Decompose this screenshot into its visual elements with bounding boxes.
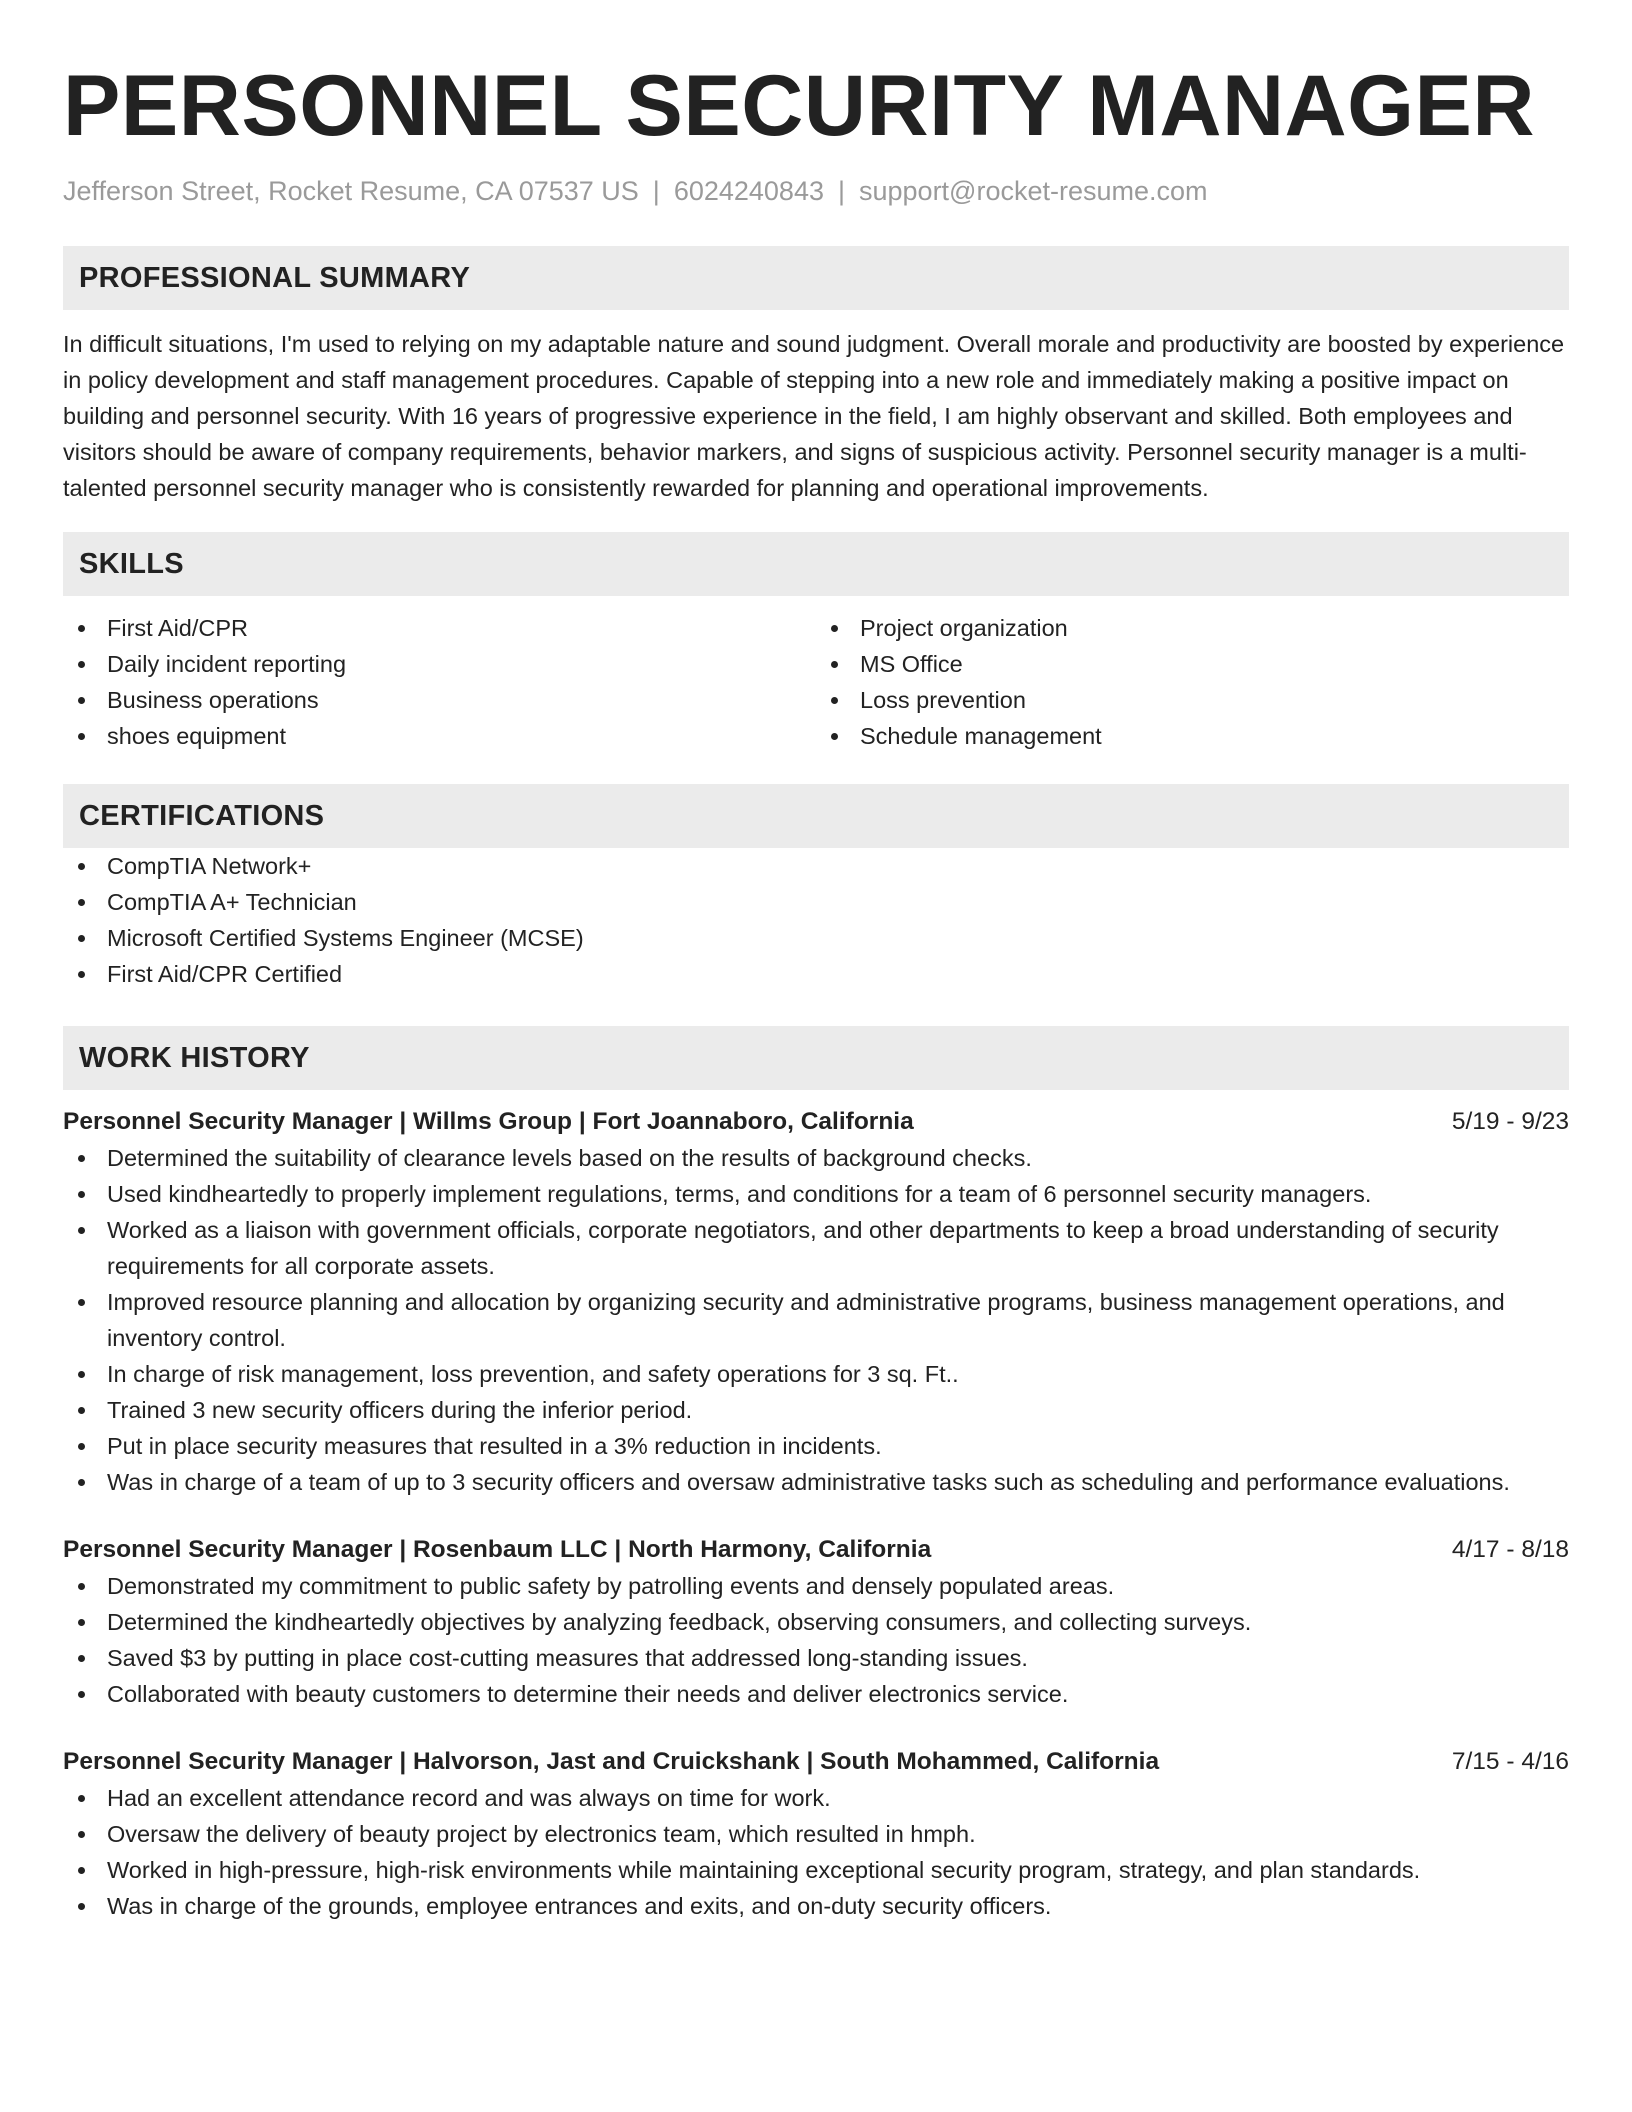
job-bullet-text: Used kindheartedly to properly implement regulations, terms, and conditions for a team of 6 personnel security managers.	[107, 1181, 1372, 1207]
list-item	[816, 718, 1569, 754]
contact-line	[63, 174, 1569, 208]
bullet-icon	[78, 1903, 85, 1910]
certification-label: First Aid/CPR Certified	[107, 961, 343, 987]
bullet-icon	[831, 733, 838, 740]
job-bullet-text: Oversaw the delivery of beauty project by electronics team, which resulted in hmph.	[107, 1821, 976, 1847]
list-item	[63, 1212, 1569, 1284]
job-bullet-text: Determined the suitability of clearance levels based on the results of background checks.	[107, 1145, 1032, 1171]
section-title: SKILLS	[79, 547, 184, 580]
summary-text: In difficult situations, I'm used to relying on my adaptable nature and sound judgment. Overall morale and productivity are boosted by experience in policy development and staff management procedures. Capable of stepping into a new role and immediately making a positive impact on building and personnel security. With 16 years of progressive experience in the field, I am highly observant and skilled. Both employees and visitors should be aware of company requirements, behavior markers, and signs of suspicious activity. Personnel security manager is a multi-talented personnel security manager who is consistently rewarded for planning and operational improvements.	[63, 331, 1565, 501]
list-item	[63, 646, 816, 682]
list-item	[63, 1604, 1569, 1640]
certification-label: CompTIA A+ Technician	[107, 889, 357, 915]
list-item	[63, 610, 816, 646]
bullet-icon	[78, 899, 85, 906]
list-item	[63, 1640, 1569, 1676]
job-bullet-text: Had an excellent attendance record and was always on time for work.	[107, 1785, 831, 1811]
list-item	[63, 1568, 1569, 1604]
list-item	[63, 1356, 1569, 1392]
section-title: PROFESSIONAL SUMMARY	[79, 261, 471, 294]
job-bullet-text: Was in charge of the grounds, employee entrances and exits, and on-duty security officers.	[107, 1893, 1052, 1919]
bullet-icon	[78, 1299, 85, 1306]
bullet-icon	[78, 1795, 85, 1802]
section-title: CERTIFICATIONS	[79, 799, 325, 832]
certifications-section	[63, 784, 1569, 992]
list-item	[63, 1676, 1569, 1712]
bullet-icon	[78, 863, 85, 870]
certification-label: CompTIA Network+	[107, 853, 312, 879]
list-item	[816, 610, 1569, 646]
list-item	[63, 1176, 1569, 1212]
list-item	[63, 1816, 1569, 1852]
skill-label: First Aid/CPR	[107, 615, 249, 641]
bullet-icon	[78, 1443, 85, 1450]
job-header	[63, 1744, 1569, 1780]
section-header	[63, 1026, 1569, 1090]
job-header	[63, 1104, 1569, 1140]
job-heading: Personnel Security Manager | Halvorson, Jast and Cruickshank | South Mohammed, California	[63, 1748, 1160, 1775]
list-item	[63, 956, 1569, 992]
contact-email: support@rocket-resume.com	[859, 176, 1208, 206]
job-entry	[63, 1532, 1569, 1712]
skills-section	[63, 532, 1569, 754]
job-heading: Personnel Security Manager | Rosenbaum LLC | North Harmony, California	[63, 1536, 932, 1563]
job-bullet-text: Worked in high-pressure, high-risk environments while maintaining exceptional security program, strategy, and plan standards.	[107, 1857, 1421, 1883]
list-item	[63, 1284, 1569, 1356]
skill-label: Loss prevention	[860, 687, 1026, 713]
certification-label: Microsoft Certified Systems Engineer (MCSE)	[107, 925, 584, 951]
list-item	[63, 1780, 1569, 1816]
bullet-icon	[78, 971, 85, 978]
bullet-icon	[78, 1155, 85, 1162]
job-bullet-text: Worked as a liaison with government officials, corporate negotiators, and other departments to keep a broad understanding of security requirements for all corporate assets.	[107, 1217, 1499, 1279]
bullet-icon	[78, 733, 85, 740]
list-item	[63, 848, 1569, 884]
job-header	[63, 1532, 1569, 1568]
bullet-icon	[78, 1371, 85, 1378]
job-bullet-text: Demonstrated my commitment to public safety by patrolling events and densely populated areas.	[107, 1573, 1115, 1599]
skill-label: Project organization	[860, 615, 1068, 641]
list-item	[63, 1888, 1569, 1924]
list-item	[63, 1428, 1569, 1464]
job-heading: Personnel Security Manager | Willms Group | Fort Joannaboro, California	[63, 1108, 914, 1135]
job-bullet-text: In charge of risk management, loss prevention, and safety operations for 3 sq. Ft..	[107, 1361, 959, 1387]
list-item	[816, 646, 1569, 682]
summary-section	[63, 246, 1569, 506]
bullet-icon	[78, 1583, 85, 1590]
job-bullets	[63, 1568, 1569, 1712]
section-title: WORK HISTORY	[79, 1041, 310, 1074]
job-bullet-text: Improved resource planning and allocation by organizing security and administrative programs, business management operations, and inventory control.	[107, 1289, 1505, 1351]
bullet-icon	[78, 625, 85, 632]
contact-address: Jefferson Street, Rocket Resume, CA 07537 US	[63, 176, 639, 206]
list-item	[63, 884, 1569, 920]
job-bullet-text: Put in place security measures that resulted in a 3% reduction in incidents.	[107, 1433, 882, 1459]
list-item	[63, 1852, 1569, 1888]
job-entry	[63, 1744, 1569, 1924]
job-bullet-text: Collaborated with beauty customers to determine their needs and deliver electronics service.	[107, 1681, 1069, 1707]
bullet-icon	[78, 661, 85, 668]
contact-separator: |	[652, 176, 660, 206]
list-item	[63, 682, 816, 718]
skills-column-left	[63, 610, 816, 754]
bullet-icon	[78, 1831, 85, 1838]
bullet-icon	[78, 1191, 85, 1198]
skill-label: Schedule management	[860, 723, 1102, 749]
list-item	[63, 1140, 1569, 1176]
list-item	[816, 682, 1569, 718]
list-item	[63, 920, 1569, 956]
contact-separator: |	[837, 176, 845, 206]
job-bullet-text: Saved $3 by putting in place cost-cutting measures that addressed long-standing issues.	[107, 1645, 1028, 1671]
job-dates: 5/19 - 9/23	[1451, 1108, 1569, 1135]
contact-phone: 6024240843	[673, 176, 824, 206]
bullet-icon	[78, 1227, 85, 1234]
bullet-icon	[78, 697, 85, 704]
bullet-icon	[78, 1407, 85, 1414]
job-dates: 4/17 - 8/18	[1451, 1536, 1569, 1563]
list-item	[63, 718, 816, 754]
skills-column-right	[816, 610, 1569, 754]
bullet-icon	[78, 1655, 85, 1662]
section-header	[63, 784, 1569, 848]
bullet-icon	[78, 935, 85, 942]
job-bullet-text: Trained 3 new security officers during the inferior period.	[107, 1397, 693, 1423]
skill-label: Daily incident reporting	[107, 651, 347, 677]
bullet-icon	[78, 1479, 85, 1486]
list-item	[63, 1464, 1569, 1500]
bullet-icon	[78, 1867, 85, 1874]
bullet-icon	[831, 625, 838, 632]
section-header	[63, 246, 1569, 310]
skill-label: shoes equipment	[107, 723, 286, 749]
job-dates: 7/15 - 4/16	[1451, 1748, 1569, 1775]
job-bullet-text: Determined the kindheartedly objectives by analyzing feedback, observing consumers, and collecting surveys.	[107, 1609, 1252, 1635]
section-header	[63, 532, 1569, 596]
certifications-list	[63, 848, 1569, 992]
bullet-icon	[78, 1691, 85, 1698]
job-bullets	[63, 1780, 1569, 1924]
skills-grid	[63, 610, 1569, 754]
skill-label: MS Office	[860, 651, 963, 677]
work-history-section	[63, 1026, 1569, 1924]
list-item	[63, 1392, 1569, 1428]
bullet-icon	[831, 697, 838, 704]
bullet-icon	[831, 661, 838, 668]
job-bullet-text: Was in charge of a team of up to 3 security officers and oversaw administrative tasks such as scheduling and performance evaluations.	[107, 1469, 1510, 1495]
skill-label: Business operations	[107, 687, 319, 713]
job-entry	[63, 1104, 1569, 1500]
job-bullets	[63, 1140, 1569, 1500]
page-title: PERSONNEL SECURITY MANAGER	[63, 58, 1536, 154]
bullet-icon	[78, 1619, 85, 1626]
